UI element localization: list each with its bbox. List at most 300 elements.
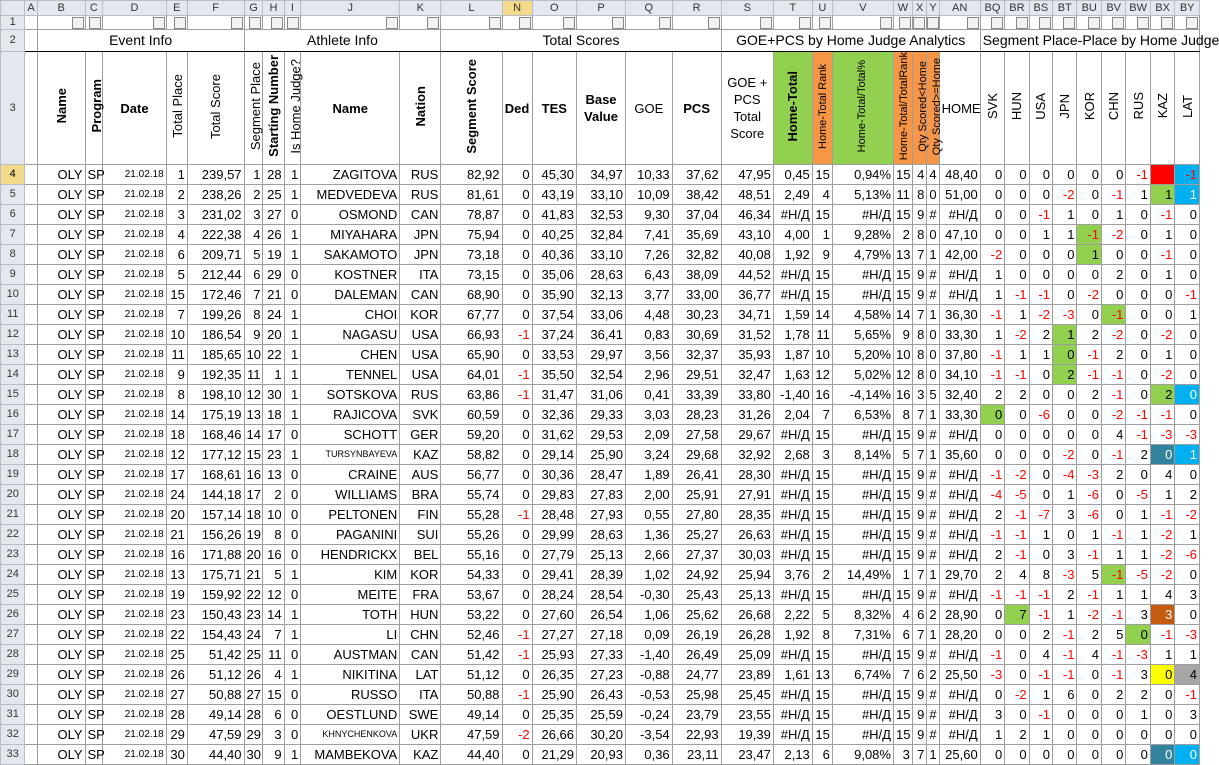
filter-dropdown-icon[interactable] (153, 17, 165, 29)
data-cell[interactable]: 9,08% (832, 745, 893, 765)
data-cell[interactable]: # (927, 705, 939, 725)
data-cell[interactable]: 27,27 (532, 625, 576, 645)
data-cell[interactable]: OLY (37, 445, 85, 465)
data-cell[interactable]: #Н/Д (832, 685, 893, 705)
data-cell[interactable]: MIYAHARA (301, 225, 400, 245)
data-cell[interactable]: 3 (812, 445, 832, 465)
filter-cell-h[interactable] (263, 16, 284, 30)
data-cell[interactable]: OLY (37, 585, 85, 605)
data-cell[interactable]: 29,97 (577, 345, 626, 365)
data-cell[interactable]: 0 (1126, 625, 1150, 645)
data-cell[interactable]: 212,44 (187, 265, 244, 285)
data-cell[interactable]: 0 (1029, 165, 1052, 185)
filter-dropdown-icon[interactable] (386, 17, 398, 29)
data-cell[interactable]: 25,90 (577, 445, 626, 465)
data-cell[interactable]: OLY (37, 305, 85, 325)
data-cell[interactable]: 1 (284, 565, 301, 585)
data-cell[interactable]: USA (400, 345, 441, 365)
data-cell[interactable]: 28,39 (577, 565, 626, 585)
data-cell[interactable]: 3 (893, 745, 912, 765)
data-cell[interactable]: 2,13 (773, 745, 812, 765)
column-header-bx[interactable]: BX (1150, 1, 1174, 16)
data-cell[interactable]: 30,23 (672, 305, 721, 325)
data-cell[interactable]: 1 (1175, 445, 1200, 465)
data-cell[interactable]: JPN (400, 225, 441, 245)
data-cell[interactable]: 4 (244, 225, 263, 245)
data-cell[interactable]: 1,89 (625, 465, 672, 485)
row-header[interactable]: 13 (1, 345, 25, 365)
data-cell[interactable]: 2 (1126, 685, 1150, 705)
data-cell[interactable]: 0 (502, 185, 532, 205)
data-cell[interactable]: 0 (1053, 425, 1077, 445)
data-cell[interactable]: 1 (284, 365, 301, 385)
data-cell[interactable]: -2 (1005, 465, 1029, 485)
data-cell[interactable]: 1 (1029, 345, 1052, 365)
data-cell[interactable]: 47,10 (939, 225, 980, 245)
data-cell[interactable]: 3,56 (625, 345, 672, 365)
data-cell[interactable]: 19,39 (721, 725, 773, 745)
data-cell[interactable]: OLY (37, 685, 85, 705)
data-cell[interactable]: 25,13 (577, 545, 626, 565)
data-cell[interactable]: # (927, 545, 939, 565)
data-cell[interactable]: 20 (263, 325, 284, 345)
data-cell[interactable]: 1 (284, 605, 301, 625)
data-cell[interactable]: 27 (263, 205, 284, 225)
data-cell[interactable]: 21.02.18 (103, 345, 166, 365)
data-cell[interactable]: 6 (244, 265, 263, 285)
data-cell[interactable]: -1 (1150, 205, 1174, 225)
data-cell[interactable]: 0 (1077, 405, 1101, 425)
data-cell[interactable]: 8 (912, 225, 926, 245)
filter-dropdown-icon[interactable] (1161, 17, 1173, 29)
data-cell[interactable]: TENNEL (301, 365, 400, 385)
data-cell[interactable]: -5 (1126, 565, 1150, 585)
data-cell[interactable]: -1 (502, 645, 532, 665)
data-cell[interactable]: 3 (1150, 605, 1174, 625)
data-cell[interactable]: BEL (400, 545, 441, 565)
data-cell[interactable]: 30 (166, 745, 187, 765)
data-cell[interactable]: -3 (1175, 425, 1200, 445)
blank-cell[interactable] (25, 285, 37, 305)
data-cell[interactable]: 32,37 (672, 345, 721, 365)
data-cell[interactable]: 0 (284, 505, 301, 525)
data-cell[interactable]: -1 (1029, 605, 1052, 625)
filter-dropdown-icon[interactable] (819, 17, 831, 29)
data-cell[interactable]: 0 (1029, 265, 1052, 285)
data-cell[interactable]: 15 (812, 545, 832, 565)
data-cell[interactable]: 1 (284, 245, 301, 265)
data-cell[interactable]: 0 (502, 265, 532, 285)
filter-cell-l[interactable] (441, 16, 502, 30)
data-cell[interactable]: 9 (912, 685, 926, 705)
blank-cell[interactable] (25, 725, 37, 745)
row-header[interactable]: 27 (1, 625, 25, 645)
data-cell[interactable]: 6 (1053, 685, 1077, 705)
data-cell[interactable]: 23,55 (721, 705, 773, 725)
data-cell[interactable]: 0 (502, 225, 532, 245)
data-cell[interactable]: 51,12 (441, 665, 502, 685)
data-cell[interactable]: 9 (263, 745, 284, 765)
column-header-bw[interactable]: BW (1126, 1, 1150, 16)
blank-cell[interactable] (25, 445, 37, 465)
data-cell[interactable]: 4 (1077, 645, 1101, 665)
data-cell[interactable]: 0 (1175, 405, 1200, 425)
data-cell[interactable]: 5 (1101, 625, 1125, 645)
data-cell[interactable]: 0 (980, 685, 1004, 705)
data-cell[interactable]: 8 (893, 405, 912, 425)
row-header[interactable]: 20 (1, 485, 25, 505)
data-cell[interactable]: 2 (1053, 365, 1077, 385)
data-cell[interactable]: -4 (980, 485, 1004, 505)
data-cell[interactable]: 2 (1077, 385, 1101, 405)
data-cell[interactable]: 27,79 (532, 545, 576, 565)
data-cell[interactable]: 15 (893, 725, 912, 745)
filter-cell-x[interactable] (912, 16, 926, 30)
data-cell[interactable]: 0 (1150, 445, 1174, 465)
data-cell[interactable]: 0 (1005, 405, 1029, 425)
data-cell[interactable]: 0 (1101, 165, 1125, 185)
data-cell[interactable]: -1 (1175, 685, 1200, 705)
data-cell[interactable]: 36,30 (939, 305, 980, 325)
filter-dropdown-icon[interactable] (1063, 17, 1075, 29)
data-cell[interactable]: 25,50 (939, 665, 980, 685)
data-cell[interactable]: 0 (1005, 165, 1029, 185)
header-usa[interactable] (1029, 52, 1052, 165)
data-cell[interactable]: 33,80 (721, 385, 773, 405)
data-cell[interactable]: 28 (263, 165, 284, 185)
data-cell[interactable]: 157,14 (187, 505, 244, 525)
data-cell[interactable]: 21 (166, 525, 187, 545)
data-cell[interactable]: 13 (244, 405, 263, 425)
data-cell[interactable]: 0 (1101, 745, 1125, 765)
data-cell[interactable]: 1 (1005, 305, 1029, 325)
data-cell[interactable]: 4 (263, 665, 284, 685)
data-cell[interactable]: 0 (1053, 385, 1077, 405)
data-cell[interactable]: 32,36 (532, 405, 576, 425)
data-cell[interactable]: 4 (812, 185, 832, 205)
data-cell[interactable]: OLY (37, 565, 85, 585)
data-cell[interactable]: 2 (927, 605, 939, 625)
data-cell[interactable]: -1 (1101, 605, 1125, 625)
data-cell[interactable]: 21 (263, 285, 284, 305)
data-cell[interactable]: 20,93 (577, 745, 626, 765)
data-cell[interactable]: # (927, 285, 939, 305)
data-cell[interactable]: 0,83 (625, 325, 672, 345)
data-cell[interactable]: 0 (1077, 445, 1101, 465)
data-cell[interactable]: #Н/Д (773, 685, 812, 705)
data-cell[interactable]: 37,04 (672, 205, 721, 225)
data-cell[interactable]: SP (85, 325, 103, 345)
row-header[interactable]: 11 (1, 305, 25, 325)
data-cell[interactable]: -2 (1101, 325, 1125, 345)
data-cell[interactable]: 2 (1101, 265, 1125, 285)
data-cell[interactable]: 31,62 (532, 425, 576, 445)
data-cell[interactable]: 238,26 (187, 185, 244, 205)
data-cell[interactable]: -2 (1029, 305, 1052, 325)
filter-dropdown-icon[interactable] (659, 17, 671, 29)
column-header-w[interactable]: W (893, 1, 912, 16)
data-cell[interactable]: 63,86 (441, 385, 502, 405)
data-cell[interactable]: 7 (244, 285, 263, 305)
data-cell[interactable]: -4 (1053, 465, 1077, 485)
data-cell[interactable]: 15 (812, 645, 832, 665)
data-cell[interactable]: 24,77 (672, 665, 721, 685)
data-cell[interactable]: 15 (812, 685, 832, 705)
data-cell[interactable]: OLY (37, 625, 85, 645)
filter-dropdown-icon[interactable] (880, 17, 892, 29)
blank-cell[interactable] (25, 545, 37, 565)
data-cell[interactable]: 0 (1053, 745, 1077, 765)
data-cell[interactable]: 21.02.18 (103, 565, 166, 585)
column-header-t[interactable]: T (773, 1, 812, 16)
data-cell[interactable]: 25,62 (672, 605, 721, 625)
data-cell[interactable]: 0 (1077, 725, 1101, 745)
data-cell[interactable]: 0 (980, 225, 1004, 245)
data-cell[interactable]: -1 (1175, 285, 1200, 305)
data-cell[interactable]: SP (85, 645, 103, 665)
data-cell[interactable]: OLY (37, 665, 85, 685)
data-cell[interactable]: 26,63 (721, 525, 773, 545)
data-cell[interactable]: 20 (166, 505, 187, 525)
data-cell[interactable]: 0 (1005, 265, 1029, 285)
filter-cell-k[interactable] (400, 16, 441, 30)
data-cell[interactable]: 0 (927, 185, 939, 205)
data-cell[interactable]: 35,90 (532, 285, 576, 305)
header-is-home-judge[interactable] (284, 52, 301, 165)
data-cell[interactable]: 0 (1053, 265, 1077, 285)
data-cell[interactable]: 53,22 (441, 605, 502, 625)
data-cell[interactable]: -1 (502, 325, 532, 345)
data-cell[interactable]: 1,06 (625, 605, 672, 625)
data-cell[interactable]: 32,13 (577, 285, 626, 305)
data-cell[interactable]: 33,53 (532, 345, 576, 365)
data-cell[interactable]: -5 (1005, 485, 1029, 505)
data-cell[interactable]: 36,77 (721, 285, 773, 305)
row-header[interactable]: 31 (1, 705, 25, 725)
data-cell[interactable]: SAKAMOTO (301, 245, 400, 265)
data-cell[interactable]: 0,45 (773, 165, 812, 185)
data-cell[interactable]: 25 (263, 185, 284, 205)
data-cell[interactable]: 2,04 (773, 405, 812, 425)
data-cell[interactable]: 18 (263, 405, 284, 425)
data-cell[interactable]: OLY (37, 525, 85, 545)
data-cell[interactable]: 17 (166, 465, 187, 485)
data-cell[interactable]: 0 (502, 205, 532, 225)
row-header[interactable]: 28 (1, 645, 25, 665)
blank-cell[interactable] (25, 625, 37, 645)
data-cell[interactable]: 3 (263, 725, 284, 745)
data-cell[interactable]: 1,87 (773, 345, 812, 365)
data-cell[interactable]: 0 (502, 485, 532, 505)
data-cell[interactable]: 28 (244, 705, 263, 725)
data-cell[interactable]: 44,52 (721, 265, 773, 285)
data-cell[interactable]: 37,80 (939, 345, 980, 365)
data-cell[interactable]: 1,63 (773, 365, 812, 385)
data-cell[interactable]: 27,37 (672, 545, 721, 565)
data-cell[interactable]: 8 (244, 305, 263, 325)
data-cell[interactable]: 1 (284, 345, 301, 365)
data-cell[interactable]: 25,93 (532, 645, 576, 665)
data-cell[interactable]: MAMBEKOVA (301, 745, 400, 765)
data-cell[interactable]: 0 (284, 485, 301, 505)
data-cell[interactable]: 0 (1005, 425, 1029, 445)
data-cell[interactable]: 1 (1126, 525, 1150, 545)
data-cell[interactable]: 7 (912, 565, 926, 585)
data-cell[interactable]: 0 (1126, 725, 1150, 745)
data-cell[interactable]: 15 (812, 465, 832, 485)
data-cell[interactable]: 32,82 (672, 245, 721, 265)
data-cell[interactable]: 27 (244, 685, 263, 705)
header-home[interactable]: HOME (939, 52, 980, 165)
data-cell[interactable]: 9 (912, 705, 926, 725)
data-cell[interactable]: 29,53 (577, 425, 626, 445)
data-cell[interactable]: 1,02 (625, 565, 672, 585)
filter-cell-bq[interactable] (980, 16, 1004, 30)
data-cell[interactable]: 2 (980, 545, 1004, 565)
data-cell[interactable]: SP (85, 565, 103, 585)
data-cell[interactable]: SP (85, 185, 103, 205)
data-cell[interactable]: 22 (166, 625, 187, 645)
data-cell[interactable]: 26 (244, 665, 263, 685)
data-cell[interactable]: 21.02.18 (103, 465, 166, 485)
row-header[interactable]: 14 (1, 365, 25, 385)
data-cell[interactable]: 32,47 (721, 365, 773, 385)
data-cell[interactable]: -2 (1150, 365, 1174, 385)
data-cell[interactable]: 56,77 (441, 465, 502, 485)
data-cell[interactable]: 172,46 (187, 285, 244, 305)
data-cell[interactable]: 3 (1175, 585, 1200, 605)
data-cell[interactable]: 26,28 (721, 625, 773, 645)
data-cell[interactable]: 9 (912, 645, 926, 665)
data-cell[interactable]: 1 (1175, 185, 1200, 205)
row-header[interactable]: 30 (1, 685, 25, 705)
data-cell[interactable]: 0 (1126, 245, 1150, 265)
data-cell[interactable]: 1,36 (625, 525, 672, 545)
data-cell[interactable]: LI (301, 625, 400, 645)
data-cell[interactable]: JPN (400, 245, 441, 265)
header-home-total-rank[interactable] (812, 52, 832, 165)
row-header[interactable]: 8 (1, 245, 25, 265)
column-header-e[interactable]: E (166, 1, 187, 16)
data-cell[interactable]: 1 (927, 625, 939, 645)
data-cell[interactable]: 14 (244, 425, 263, 445)
data-cell[interactable]: 0 (1005, 205, 1029, 225)
data-cell[interactable]: #Н/Д (773, 425, 812, 445)
data-cell[interactable]: -1 (1101, 565, 1125, 585)
data-cell[interactable]: 0 (502, 245, 532, 265)
data-cell[interactable]: 9 (912, 265, 926, 285)
filter-cell-bv[interactable] (1101, 16, 1125, 30)
data-cell[interactable]: -1 (1150, 625, 1174, 645)
data-cell[interactable]: 1 (1101, 545, 1125, 565)
data-cell[interactable]: 0 (1029, 545, 1052, 565)
data-cell[interactable]: 25,45 (721, 685, 773, 705)
data-cell[interactable]: 4 (927, 165, 939, 185)
data-cell[interactable]: 24 (263, 305, 284, 325)
data-cell[interactable]: # (927, 205, 939, 225)
data-cell[interactable]: # (927, 465, 939, 485)
data-cell[interactable]: 19 (263, 245, 284, 265)
column-header-br[interactable]: BR (1005, 1, 1029, 16)
data-cell[interactable]: KAZ (400, 445, 441, 465)
data-cell[interactable]: 0 (1150, 725, 1174, 745)
column-header-h[interactable]: H (263, 1, 284, 16)
data-cell[interactable]: 7 (912, 625, 926, 645)
data-cell[interactable]: 14 (166, 405, 187, 425)
data-cell[interactable]: #Н/Д (939, 265, 980, 285)
data-cell[interactable]: SP (85, 345, 103, 365)
filter-dropdown-icon[interactable] (271, 17, 283, 29)
data-cell[interactable]: 7,31% (832, 625, 893, 645)
filter-cell-u[interactable] (812, 16, 832, 30)
data-cell[interactable]: 1 (1077, 525, 1101, 545)
data-cell[interactable]: 2 (1029, 625, 1052, 645)
data-cell[interactable]: 28,48 (532, 505, 576, 525)
data-cell[interactable]: CHN (400, 625, 441, 645)
data-cell[interactable]: 14 (812, 305, 832, 325)
data-cell[interactable]: -1 (1077, 545, 1101, 565)
data-cell[interactable]: 0 (1175, 325, 1200, 345)
data-cell[interactable]: 3,24 (625, 445, 672, 465)
data-cell[interactable]: #Н/Д (832, 285, 893, 305)
data-cell[interactable]: SP (85, 725, 103, 745)
data-cell[interactable]: # (927, 485, 939, 505)
filter-dropdown-icon[interactable] (231, 17, 243, 29)
data-cell[interactable]: 2 (1077, 625, 1101, 645)
data-cell[interactable]: 1 (927, 305, 939, 325)
data-cell[interactable]: 37,62 (672, 165, 721, 185)
data-cell[interactable]: OLY (37, 645, 85, 665)
data-cell[interactable]: 6 (912, 665, 926, 685)
data-cell[interactable]: 73,15 (441, 265, 502, 285)
data-cell[interactable]: 21.02.18 (103, 645, 166, 665)
data-cell[interactable]: 2,22 (773, 605, 812, 625)
data-cell[interactable]: 13 (812, 665, 832, 685)
data-cell[interactable]: 14,49% (832, 565, 893, 585)
data-cell[interactable]: SP (85, 745, 103, 765)
data-cell[interactable]: 21.02.18 (103, 545, 166, 565)
blank-cell[interactable] (25, 225, 37, 245)
data-cell[interactable]: 185,65 (187, 345, 244, 365)
data-cell[interactable]: -2 (1077, 605, 1101, 625)
data-cell[interactable]: 33,00 (672, 285, 721, 305)
data-cell[interactable]: 27,33 (577, 645, 626, 665)
data-cell[interactable]: 12 (263, 585, 284, 605)
data-cell[interactable]: 22 (263, 345, 284, 365)
filter-dropdown-icon[interactable] (708, 17, 720, 29)
data-cell[interactable]: 0 (980, 625, 1004, 645)
data-cell[interactable]: 29,41 (532, 565, 576, 585)
data-cell[interactable]: 0 (927, 365, 939, 385)
data-cell[interactable]: -5 (1126, 485, 1150, 505)
data-cell[interactable]: -1 (1005, 525, 1029, 545)
data-cell[interactable]: 0 (284, 285, 301, 305)
data-cell[interactable]: 16 (263, 545, 284, 565)
filter-dropdown-icon[interactable] (519, 17, 531, 29)
data-cell[interactable]: 67,77 (441, 305, 502, 325)
column-header-a[interactable]: A (25, 1, 37, 16)
data-cell[interactable]: OLY (37, 425, 85, 445)
data-cell[interactable]: 21.02.18 (103, 625, 166, 645)
row-header[interactable]: 4 (1, 165, 25, 185)
data-cell[interactable]: 21.02.18 (103, 445, 166, 465)
data-cell[interactable]: 0 (1101, 505, 1125, 525)
data-cell[interactable]: -1 (1126, 165, 1150, 185)
data-cell[interactable]: 32,92 (721, 445, 773, 465)
data-cell[interactable]: 0 (1126, 465, 1150, 485)
data-cell[interactable]: 1 (1150, 645, 1174, 665)
column-header-q[interactable]: Q (625, 1, 672, 16)
